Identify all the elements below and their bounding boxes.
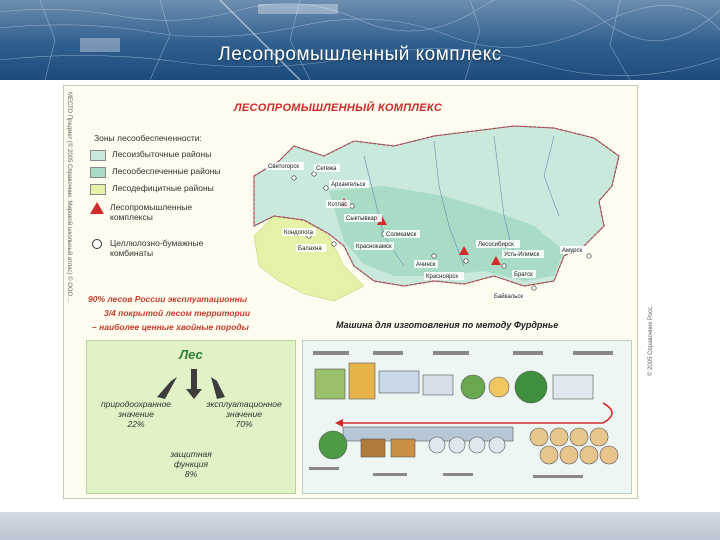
paper-roll: [560, 446, 578, 464]
machine-tank: [349, 363, 375, 399]
arrow-down-icon: [186, 369, 202, 399]
arrow-right-icon: [211, 377, 225, 399]
map-city-label: Сегежа: [316, 166, 337, 172]
legend-label: Лесообеспеченные районы: [112, 166, 221, 176]
machine-block: [361, 439, 385, 457]
map-city-label: Архангельск: [331, 182, 366, 188]
paper-roll: [600, 446, 618, 464]
poster-side-caption-left: МЕСТО Предмет (© 2005 Справочник. Мировой школьный атлас) © ООО ...: [66, 92, 72, 303]
footer-band: [0, 512, 720, 540]
machine-hopper: [315, 369, 345, 399]
map-city-label: Лесосибирск: [478, 242, 514, 248]
machine-roller: [489, 377, 509, 397]
legend-label: Лесодефицитные районы: [112, 183, 214, 193]
map-city-marker: [350, 204, 354, 208]
legend-label: Целлюлозно-бумажные комбинаты: [110, 238, 204, 258]
russia-forest-map: [234, 116, 630, 316]
slide-title: Лесопромышленный комплекс: [218, 44, 502, 65]
machine-wheel: [319, 431, 347, 459]
flow-arrow-icon: [343, 403, 612, 423]
map-city-label: Соликамск: [386, 232, 417, 238]
legend-label: Лесопромышленные комплексы: [110, 202, 193, 222]
forest-label-exploitation: эксплуатационное значение 70%: [206, 399, 282, 430]
map-city-label: Краснокамск: [356, 244, 392, 250]
banner-map-pattern: [0, 0, 720, 80]
map-city-marker: [532, 286, 536, 290]
legend-item-deficit: [90, 183, 214, 195]
machine-refiner: [379, 371, 419, 393]
map-city-marker: [587, 254, 591, 258]
map-city-marker: [332, 242, 336, 246]
forest-label-protective: природоохранное значение 22%: [100, 399, 172, 430]
map-city-label: Сыктывкар: [346, 216, 378, 222]
forest-functions-box: [86, 340, 296, 494]
paper-machine-diagram: [302, 340, 632, 494]
paper-roll: [540, 446, 558, 464]
paper-roll: [550, 428, 568, 446]
map-city-label: Кондопога: [284, 230, 313, 236]
map-city-label: Красноярск: [426, 274, 459, 280]
poster-side-caption-right: © 2005 Справочник Росс.: [648, 305, 654, 376]
title-banner: [0, 0, 720, 80]
forest-quote-line: – наиболее ценные хвойные породы: [92, 322, 249, 332]
legend-label: Лесоизбыточные районы: [112, 149, 212, 159]
flow-arrowhead-icon: [335, 419, 343, 427]
map-city-label: Ачинск: [416, 262, 436, 268]
map-city-marker: [432, 254, 436, 258]
circle-icon: [90, 238, 104, 250]
paper-roll: [580, 446, 598, 464]
map-city-label: Котлас: [328, 202, 348, 208]
map-city-marker: [292, 176, 296, 180]
forest-quote-line: 90% лесов России эксплуатационны: [88, 294, 247, 304]
legend-item-complex: [90, 202, 220, 222]
triangle-icon: [90, 202, 104, 214]
map-city-label: Братск: [514, 272, 533, 278]
map-city-marker: [324, 186, 328, 190]
machine-roller: [461, 375, 485, 399]
machine-press-box: [423, 375, 453, 395]
legend-item-sufficient: [90, 166, 220, 178]
map-city-marker: [312, 172, 316, 176]
map-city-marker: [502, 264, 506, 268]
legend-swatch: [90, 184, 106, 195]
map-city-label: Байкальск: [494, 294, 523, 300]
map-city-label: Усть-Илимск: [504, 252, 540, 258]
machine-block: [391, 439, 415, 457]
paper-roll: [530, 428, 548, 446]
map-city-label: Амурск: [562, 248, 583, 254]
forest-title: Лес: [179, 347, 203, 362]
legend-swatch: [90, 167, 106, 178]
legend-item-pulp-mill: [90, 238, 220, 258]
forest-label-protective-function: защитная функция 8%: [170, 449, 212, 480]
machine-dryer: [553, 375, 593, 399]
arrow-left-icon: [157, 377, 177, 399]
machine-title: Машина для изготовления по методу Фурдрнье: [336, 320, 559, 330]
forest-quote-line: 3/4 покрытой лесом территории: [104, 308, 251, 318]
machine-roller-lower: [489, 437, 505, 453]
map-city-marker: [464, 259, 468, 263]
machine-roller-lower: [449, 437, 465, 453]
legend-heading: Зоны лесообеспеченности:: [94, 133, 202, 143]
paper-roll: [590, 428, 608, 446]
machine-roller-lower: [429, 437, 445, 453]
map-city-label: Балахна: [298, 246, 322, 252]
machine-roller-lower: [469, 437, 485, 453]
paper-roll: [570, 428, 588, 446]
map-city-label: Светогорск: [268, 164, 299, 170]
poster-title: ЛЕСОПРОМЫШЛЕННЫЙ КОМПЛЕКС: [234, 102, 443, 114]
legend-swatch: [90, 150, 106, 161]
poster: [63, 85, 654, 499]
machine-roller: [515, 371, 547, 403]
legend-item-surplus: [90, 149, 211, 161]
